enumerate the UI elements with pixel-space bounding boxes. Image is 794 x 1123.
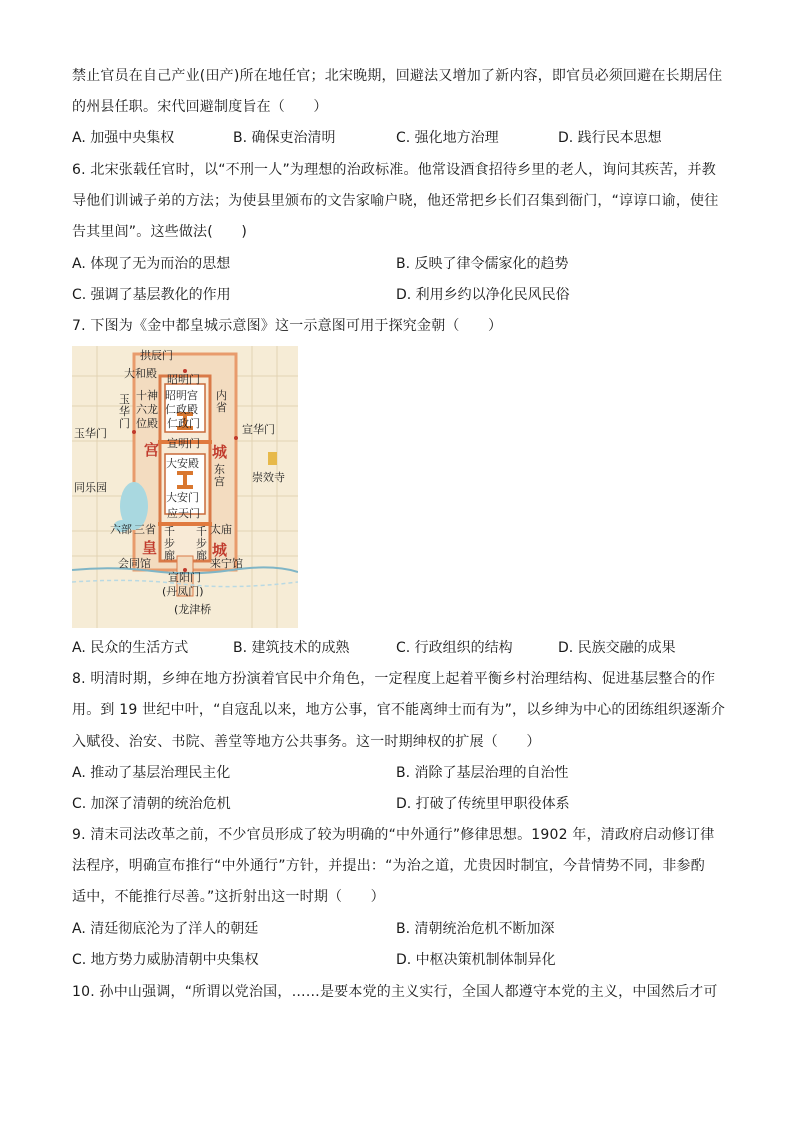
label-renzheng-gate: 仁政门 [167,417,200,430]
label-qianbulang-west: 千步廊 [164,525,175,562]
label-xuanyang-gate: 宣阳门 [168,571,201,584]
q5-stem-line-2: 的州县任职。宋代回避制度旨在（ ） [72,99,328,115]
q7-option-d[interactable]: D. 民族交融的成果 [558,640,676,656]
label-xuanhua-gate: 宣华门 [242,423,275,436]
q8-option-c[interactable]: C. 加深了清朝的统治危机 [72,796,231,812]
label-renzheng-hall: 仁政殿 [165,403,198,416]
q6-option-b[interactable]: B. 反映了律令儒家化的趋势 [396,256,569,272]
q5-option-a[interactable]: A. 加强中央集权 [72,130,175,146]
label-taimiao: 太庙 [210,523,232,536]
q5-option-c[interactable]: C. 强化地方治理 [396,130,499,146]
q6-option-d[interactable]: D. 利用乡约以净化民风民俗 [396,287,570,303]
label-gong: 宫 [144,441,160,459]
label-shishen: 十神 [136,389,158,402]
label-yingtian-gate: 应天门 [167,507,200,520]
q6-stem-line-3: 告其里闾”。这些做法( ) [72,224,247,240]
label-gongchen-gate: 拱辰门 [140,349,173,362]
label-daan-hall: 大安殿 [166,457,199,470]
q7-option-b[interactable]: B. 建筑技术的成熟 [233,640,350,656]
label-cheng: 城 [212,443,228,461]
q9-stem-line-1: 9. 清末司法改革之前，不少官员形成了较为明确的“中外通行”修律思想。1902 年，清政府启动修订律 [72,827,715,843]
label-weidian: 位殿 [136,417,158,430]
label-xuanming-gate: 宣明门 [167,437,200,450]
q8-stem-line-2: 用。到 19 世纪中叶，“自寇乱以来，地方公事，官不能离绅士而有为”，以乡绅为中心的团练组织逐渐介 [72,702,726,718]
label-liulong: 六龙 [136,403,158,416]
label-huitong-hall: 会同馆 [118,557,151,570]
label-zhaoming-palace: 昭明宫 [165,389,198,402]
q7-stem: 7. 下图为《金中都皇城示意图》这一示意图可用于探究金朝（ ） [72,318,503,334]
label-qianbulang-east: 千步廊 [196,525,207,562]
label-yuhua-gate: 玉华门 [74,427,107,440]
q8-option-d[interactable]: D. 打破了传统里甲职役体系 [396,796,570,812]
q8-option-b[interactable]: B. 消除了基层治理的自治性 [396,765,569,781]
q5-option-b[interactable]: B. 确保吏治清明 [233,130,336,146]
jinzhongdu-map [72,346,298,628]
q8-stem-line-3: 入赋役、治安、书院、善堂等地方公共事务。这一时期绅权的扩展（ ） [72,734,541,750]
label-zhaoming-gate: 昭明门 [167,373,200,386]
q5-stem-line-1: 禁止官员在自己产业(田产)所在地任官；北宋晚期，回避法又增加了新内容，即官员必须回避在长期居住 [72,68,723,84]
label-neisheng: 内省 [216,389,227,414]
label-sansheng: 三省 [134,523,156,536]
q5-option-d[interactable]: D. 践行民本思想 [558,130,662,146]
label-yuhua-gate-inner: 玉华门 [119,393,130,430]
label-liubu: 六部 [110,523,132,536]
q8-option-a[interactable]: A. 推动了基层治理民主化 [72,765,231,781]
q10-stem-line-1: 10. 孙中山强调，“所谓以党治国，……是要本党的主义实行，全国人都遵守本党的主义，中国然后才可 [72,984,718,1000]
q6-stem-line-2: 导他们训诫子弟的方法；为使县里颁布的文告家喻户晓，他还常把乡长们召集到衙门，“谆谆口谕，使往 [72,193,719,209]
label-longjin-bridge: (龙津桥 [174,603,212,616]
label-donggong: 东宫 [214,463,225,488]
q9-stem-line-2: 法程序，明确宣布推行“中外通行”方针，并提出：“为治之道，尤贵因时制宜，今昔情势不同，非参酌 [72,858,705,874]
label-laining-hall: 来宁馆 [210,557,243,570]
q9-option-c[interactable]: C. 地方势力威胁清朝中央集权 [72,952,259,968]
label-daan-gate: 大安门 [166,491,199,504]
label-cheng2: 城 [212,541,228,559]
q7-option-c[interactable]: C. 行政组织的结构 [396,640,513,656]
q6-option-c[interactable]: C. 强调了基层教化的作用 [72,287,231,303]
q9-stem-line-3: 适中，不能推行尽善。”这折射出这一时期（ ） [72,889,385,905]
q8-stem-line-1: 8. 明清时期，乡绅在地方扮演着官民中介角色，一定程度上起着平衡乡村治理结构、促进基层整合的作 [72,671,716,687]
label-chongxiao-temple: 崇效寺 [252,471,285,484]
q9-option-d[interactable]: D. 中枢决策机制体制异化 [396,952,556,968]
label-taihe-hall: 大和殿 [124,367,157,380]
q6-option-a[interactable]: A. 体现了无为而治的思想 [72,256,231,272]
q6-stem-line-1: 6. 北宋张载任官时，以“不刑一人”为理想的治政标准。他常设酒食招待乡里的老人，询问其疾苦，并教 [72,162,716,178]
q7-option-a[interactable]: A. 民众的生活方式 [72,640,189,656]
label-huang: 皇 [142,539,158,557]
q9-option-a[interactable]: A. 清廷彻底沦为了洋人的朝廷 [72,921,259,937]
label-tongle-garden: 同乐园 [74,481,107,494]
label-danfeng-gate: (丹凤门) [162,585,204,598]
q9-option-b[interactable]: B. 清朝统治危机不断加深 [396,921,555,937]
